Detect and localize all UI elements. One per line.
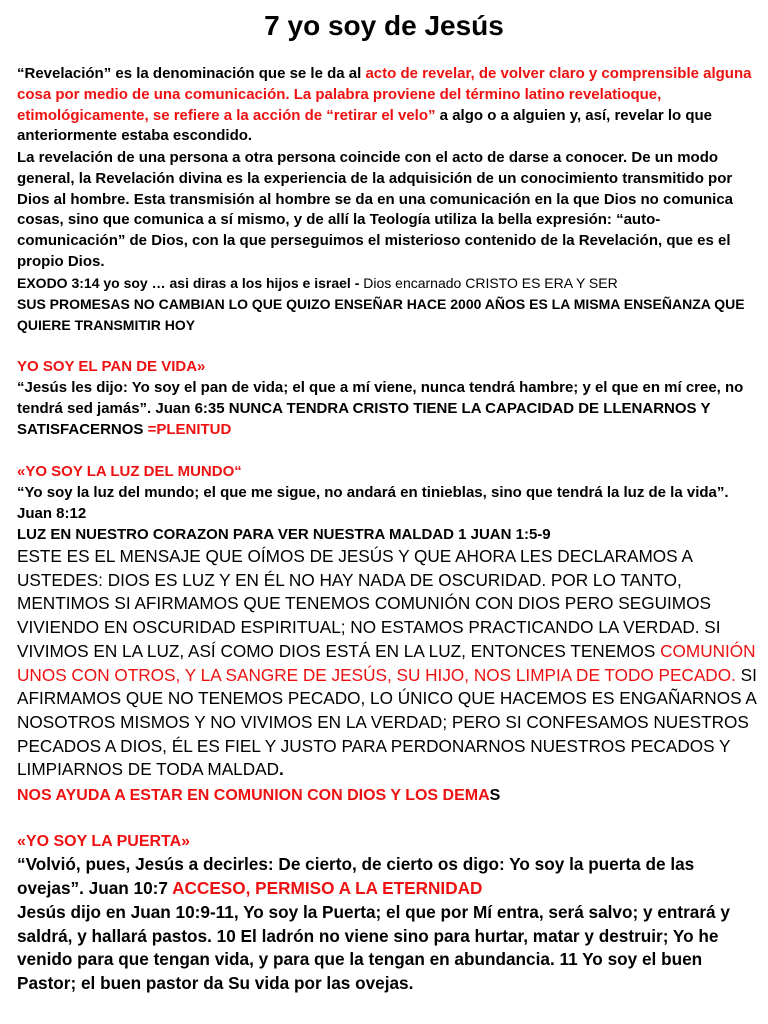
promesas-text: SUS PROMESAS NO CAMBIAN LO QUE QUIZO ENSEÑAR HACE 2000 AÑOS ES LA MISMA ENSEÑANZA QUE QUIERE TRANSMITIR HOY: [17, 296, 745, 333]
pan-heading: YO SOY EL PAN DE VIDA»: [17, 358, 206, 375]
luz-mensaje: [17, 545, 757, 782]
intro-paragraph-2: La revelación de una persona a otra persona coincide con el acto de darse a conocer. De un modo general, la Revelación divina es la experiencia de la adquisición de un conocimiento transmitido por Dios al hombre. Esta transmisión al hombre se da en una comunicación en la que Dios no comunica cosas, sino que comunica a sí mismo, y de allí la Teología utiliza la bella expresión: “auto-comunicación” de Dios, con la que perseguimos el misterioso contenido de la Revelación, que es el propio Dios.: [17, 149, 734, 270]
plenitud-label: =PLENITUD: [147, 420, 232, 438]
pan-paragraph: [17, 378, 757, 440]
intro-paragraph-1: [17, 64, 757, 147]
exodo-note: Dios encarnado CRISTO ES ERA Y SER: [363, 275, 618, 291]
pan-text: “Jesús les dijo: Yo soy el pan de vida; el que a mí viene, nunca tendrá hambre; y el que en mí cree, no tendrá sed jamás”. Juan 6:35 NUNCA TENDRA CRISTO TIENE LA CAPACIDAD DE LLENARNOS Y SATISFACERNOS: [17, 379, 744, 438]
ayuda-text: NOS AYUDA A ESTAR EN COMUNION CON DIOS Y LOS DEMA: [17, 787, 490, 804]
page-title: 7 yo soy de Jesús: [264, 10, 504, 41]
mensaje-text-start: ESTE ES EL MENSAJE QUE OÍMOS DE JESÚS Y QUE AHORA LES DECLARAMOS A USTEDES: DIOS ES LUZ Y EN ÉL NO HAY NADA DE OSCURIDAD. POR LO TANTO, MENTIMOS SI AFIRMAMOS QUE TENEMOS COMUNIÓN CON DIOS PERO SEGUIMOS VIVIENDO EN OSCURIDAD ESPIRITUAL; NO ESTAMOS PRACTICANDO LA VERDAD. SI VIVIMOS EN LA LUZ, ASÍ COMO DIOS ESTÁ EN LA LUZ, ENTONCES TENEMOS: [17, 546, 721, 661]
intro-highlight: acto de revelar, de volver claro y comprensible alguna cosa por medio de una comunicación. La palabra proviene del término latino revelatioque, etimológicamente, se refiere a la acción de “retirar el velo”: [17, 65, 752, 124]
acceso-label: ACCESO, PERMISO A LA ETERNIDAD: [172, 877, 483, 898]
luz-heading: «YO SOY LA LUZ DEL MUNDO“: [17, 463, 242, 480]
luz-corazon: LUZ EN NUESTRO CORAZON PARA VER NUESTRA MALDAD 1 JUAN 1:5-9: [17, 526, 551, 543]
intro-text-start: “Revelación” es la denominación que se le da al: [17, 65, 366, 82]
puerta-text: Jesús dijo en Juan 10:9-11, Yo soy la Puerta; el que por Mí entra, será salvo; y entrará y saldrá, y hallará pastos. 10 El ladrón no viene sino para hurtar, matar y destruir; Yo he venido para que tengan vida, y para que la tengan en abundancia. 11 Yo soy el buen Pastor; el buen pastor da Su vida por las ovejas.: [17, 902, 730, 994]
mensaje-text-end: SI AFIRMAMOS QUE NO TENEMOS PECADO, LO ÚNICO QUE HACEMOS ES ENGAÑARNOS A NOSOTROS MISMOS Y NO VIVIMOS EN LA VERDAD; PERO SI CONFESAMOS NUESTROS PECADOS A DIOS, ÉL ES FIEL Y JUSTO PARA PERDONARNOS NUESTROS PECADOS Y LIMPIARNOS DE TODA MALDAD: [17, 664, 757, 780]
ayuda-line: [17, 784, 757, 808]
mensaje-highlight: COMUNIÓN UNOS CON OTROS, Y LA SANGRE DE JESÚS, SU HIJO, NOS LIMPIA DE TODO PECADO.: [17, 640, 756, 685]
ayuda-last-letter: S: [489, 787, 501, 804]
mensaje-period: .: [279, 759, 284, 780]
luz-quote: “Yo soy la luz del mundo; el que me sigue, no andará en tinieblas, sino que tendrá la luz de la vida”. Juan 8:12: [17, 484, 729, 522]
puerta-quote-text: “Volvió, pues, Jesús a decirles: De cierto, de cierto os digo: Yo soy la puerta de las ovejas”. Juan 10:7: [17, 854, 695, 898]
puerta-heading: «YO SOY LA PUERTA»: [17, 833, 191, 850]
exodo-reference: EXODO 3:14 yo soy … asi diras a los hijos e israel -: [17, 275, 364, 291]
puerta-quote: [17, 853, 757, 900]
exodo-line: [17, 273, 757, 294]
intro-text-end: a algo o a alguien y, así, revelar lo que anteriormente estaba escondido.: [17, 106, 713, 145]
